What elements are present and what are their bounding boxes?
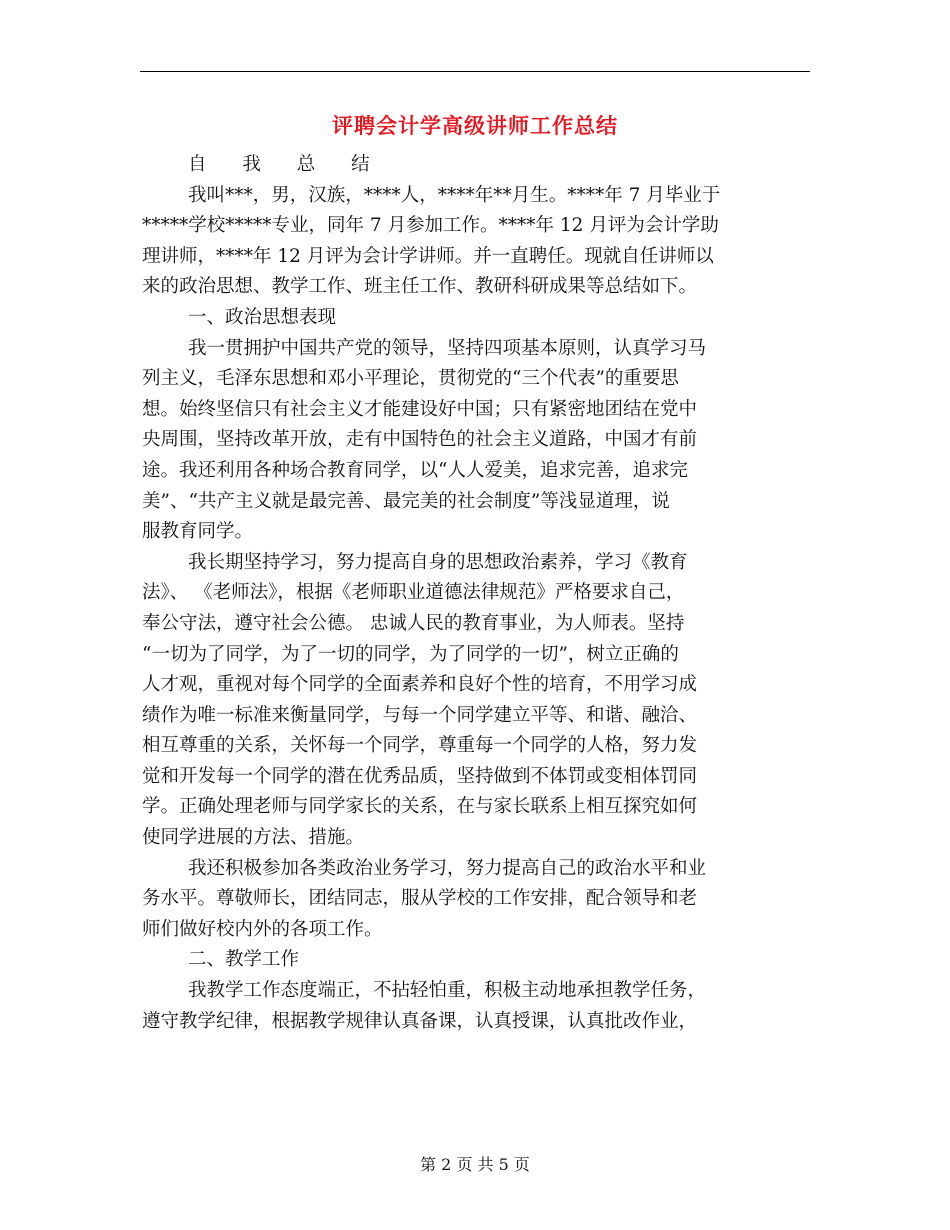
body-text-line: 来的政治思想、教学工作、班主任工作、教研科研成果等总结如下。 [142,276,698,298]
body-text-line: 理讲师，****年 12 月评为会计学讲师。并一直聘任。现就自任讲师以 [142,245,714,267]
body-text-line: 我教学工作态度端正，不拈轻怕重，积极主动地承担教学任务， [188,980,707,1002]
body-text-line: 相互尊重的关系，关怀每一个同学，尊重每一个同学的人格，努力发 [142,735,698,757]
header-rule [140,71,810,72]
body-text-line: 人才观，重视对每个同学的全面素养和良好个性的培育，不用学习成 [142,674,698,696]
body-text-line: 我叫***，男，汉族，****人，****年**月生。****年 7 月毕业于 [188,184,721,206]
body-text-line: 学。正确处理老师与同学家长的关系，在与家长联系上相互探究如何 [142,796,698,818]
body-text-line: 奉公守法，遵守社会公德。 忠诚人民的教育事业，为人师表。坚持 [142,612,685,634]
body-text-line: 我长期坚持学习，努力提高自身的思想政治素养，学习《教育 [188,551,688,573]
body-text-line: 我还积极参加各类政治业务学习，努力提高自己的政治水平和业 [188,857,707,879]
body-text-line: 觉和开发每一个同学的潜在优秀品质，坚持做到不体罚或变相体罚同 [142,765,698,787]
body-text-line: 绩作为唯一标准来衡量同学，与每一个同学建立平等、和谐、融洽、 [142,704,698,726]
body-text-line: 师们做好校内外的各项工作。 [142,918,383,940]
body-text-line: 务水平。尊敬师长，团结同志，服从学校的工作安排，配合领导和老 [142,888,698,910]
body-text-line: 列主义，毛泽东思想和邓小平理论，贯彻党的“三个代表”的重要思 [142,368,679,390]
body-text-line: 美”、“共产主义就是最完善、最完美的社会制度”等浅显道理，说 [142,490,670,512]
body-text-line: 央周围，坚持改革开放，走有中国特色的社会主义道路，中国才有前 [142,429,698,451]
document-body [142,150,812,1037]
body-text-line: 我一贯拥护中国共产党的领导，坚持四项基本原则，认真学习马 [188,337,707,359]
section-heading-self-summary: 自 我 总 结 [188,154,385,175]
page-number-footer: 第 2 页 共 5 页 [420,1155,530,1174]
body-text-line: 途。我还利用各种场合教育同学，以“人人爱美，追求完善，追求完 [142,459,688,481]
body-text-line: 遵守教学纪律，根据教学规律认真备课，认真授课，认真批改作业， [142,1010,698,1032]
body-text-line: 使同学进展的方法、措施。 [142,827,365,849]
body-text-line: 法》、 《老师法》，根据《老师职业道德法律规范》严格要求自己， [142,582,685,604]
body-text-line: 一、政治思想表现 [188,306,337,328]
document-title: 评聘会计学高级讲师工作总结 [332,114,618,138]
body-text-line: “一切为了同学，为了一切的同学，为了同学的一切”，树立正确的 [142,643,679,665]
body-text-line: 服教育同学。 [142,521,254,543]
body-text-line: *****学校*****专业，同年 7 月参加工作。****年 12 月评为会计学助 [142,215,719,237]
body-text-line: 二、教学工作 [188,949,300,971]
body-text-line: 想。始终坚信只有社会主义才能建设好中国；只有紧密地团结在党中 [142,398,698,420]
